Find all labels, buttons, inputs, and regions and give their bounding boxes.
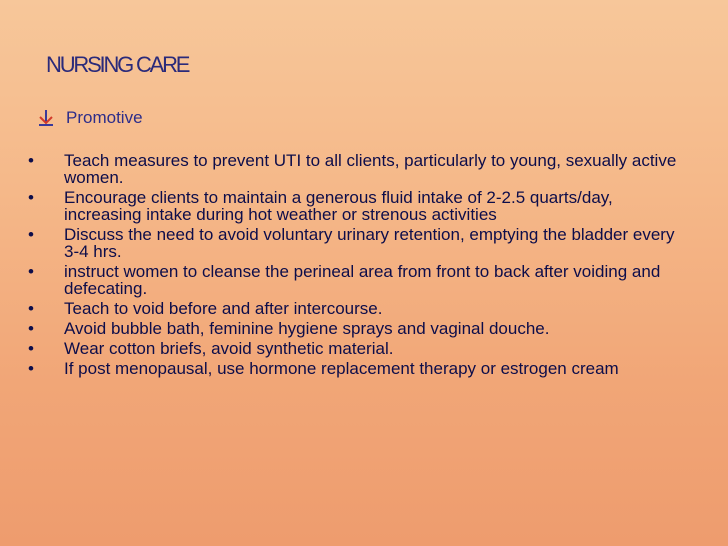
bullet-text: Discuss the need to avoid voluntary urinary retention, emptying the bladder every 3-4 hrs. bbox=[64, 225, 675, 261]
bullet-list bbox=[22, 152, 682, 380]
list-item bbox=[22, 320, 682, 337]
bullet-text: Teach measures to prevent UTI to all clients, particularly to young, sexually active women. bbox=[64, 151, 677, 187]
subheading bbox=[36, 108, 143, 128]
subheading-label: Promotive bbox=[66, 108, 143, 127]
list-item bbox=[22, 226, 682, 260]
bullet-dot: • bbox=[28, 339, 34, 358]
list-item bbox=[22, 340, 682, 357]
list-item bbox=[22, 189, 682, 223]
arrow-down-icon bbox=[36, 108, 56, 128]
list-item bbox=[22, 263, 682, 297]
bullet-dot: • bbox=[28, 319, 34, 338]
bullet-dot: • bbox=[28, 359, 34, 378]
list-item bbox=[22, 152, 682, 186]
bullet-dot: • bbox=[28, 299, 34, 318]
bullet-dot: • bbox=[28, 225, 34, 244]
list-item bbox=[22, 360, 682, 377]
bullet-text: Avoid bubble bath, feminine hygiene sprays and vaginal douche. bbox=[64, 319, 550, 338]
bullet-text: Teach to void before and after intercourse. bbox=[64, 299, 383, 318]
bullet-dot: • bbox=[28, 151, 34, 170]
bullet-text: Wear cotton briefs, avoid synthetic material. bbox=[64, 339, 394, 358]
slide-title: NURSING CARE bbox=[46, 52, 189, 77]
list-item bbox=[22, 300, 682, 317]
bullet-text: Encourage clients to maintain a generous fluid intake of 2-2.5 quarts/day, increasing intake during hot weather or strenous activities bbox=[64, 188, 613, 224]
bullet-text: If post menopausal, use hormone replacement therapy or estrogen cream bbox=[64, 359, 619, 378]
bullet-dot: • bbox=[28, 262, 34, 281]
bullet-text: instruct women to cleanse the perineal area from front to back after voiding and defecating. bbox=[64, 262, 661, 298]
bullet-dot: • bbox=[28, 188, 34, 207]
